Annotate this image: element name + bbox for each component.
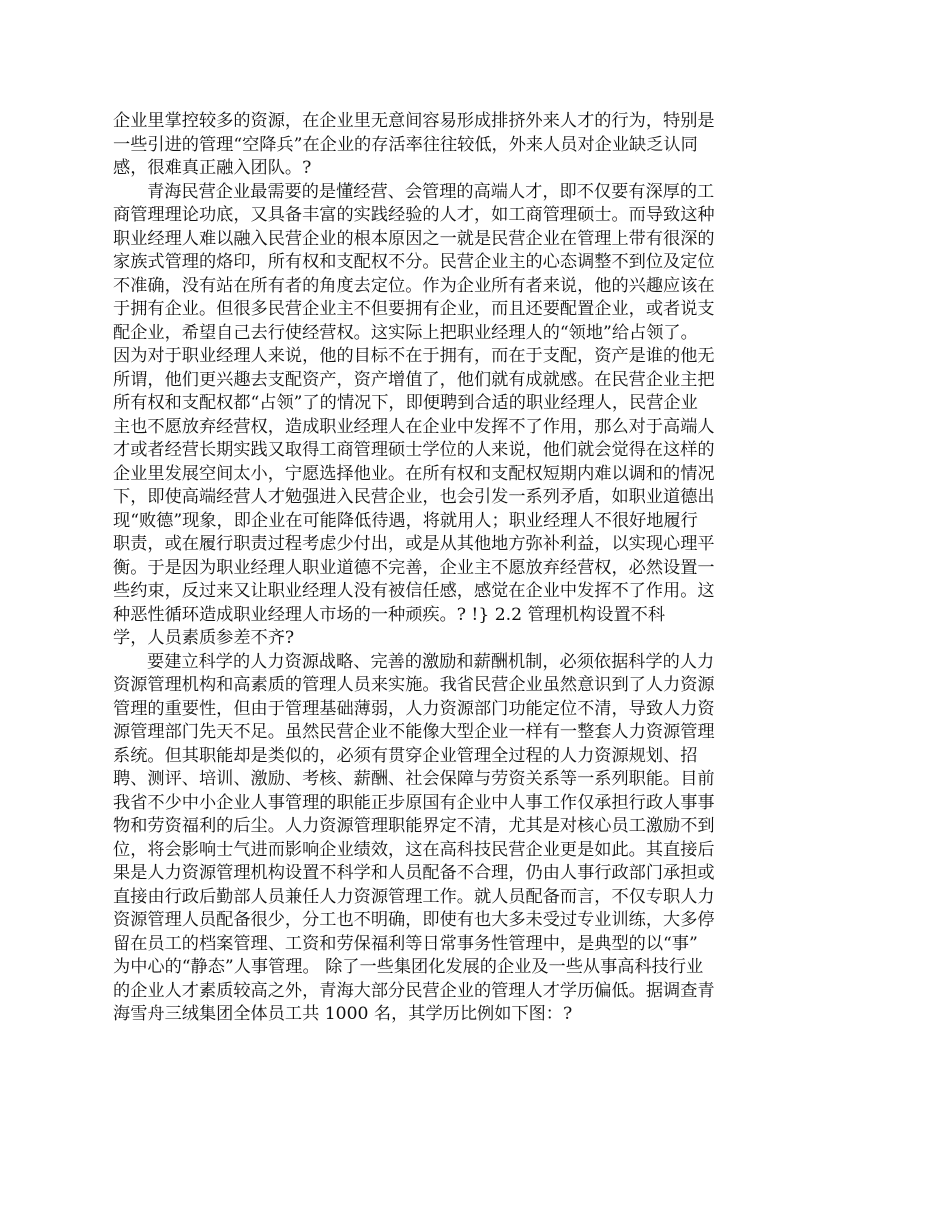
- text-line: 所有权和支配权都“占领”了的情况下，即便聘到合适的职业经理人，民营企业: [113, 393, 698, 413]
- text-line: 不准确，没有站在所有者的角度去定位。作为企业所有者来说，他的兴趣应该在: [113, 275, 715, 296]
- text-line: 物和劳资福利的后尘。人力资源管理职能界定不清，尤其是对核心员工激励不到: [113, 816, 715, 836]
- text-line: 因为对于职业经理人来说，他的目标不在于拥有，而在于支配，资产是谁的他无: [113, 346, 715, 366]
- text-line: 家族式管理的烙印，所有权和支配权不分。民营企业主的心态调整不到位及定位: [113, 252, 715, 272]
- body-text: [113, 110, 768, 1027]
- text-line: 的企业人才素质较高之外，青海大部分民营企业的管理人才学历偏低。据调查青: [113, 980, 715, 1001]
- text-line: 感，很难真正融入团队。?: [113, 158, 312, 178]
- text-line: 位，将会影响士气进而影响企业绩效，这在高科技民营企业更是如此。其直接后: [113, 839, 715, 860]
- text-line: 系统。但其职能却是类似的，必须有贯穿企业管理全过程的人力资源规划、招: [113, 745, 698, 766]
- text-line: 直接由行政后勤部人员兼任人力资源管理工作。就人员配备而言，不仅专职人力: [113, 886, 715, 907]
- text-line: 海雪舟三绒集团全体员工共 1000 名，其学历比例如下图：?: [113, 1004, 573, 1024]
- text-line: 配企业，希望自己去行使经营权。这实际上把职业经理人的“领地”给占领了。: [113, 322, 698, 343]
- text-line: 所谓，他们更兴趣去支配资产，资产增值了，他们就有成就感。在民营企业主把: [113, 369, 715, 390]
- text-line: 留在员工的档案管理、工资和劳保福利等日常事务性管理中，是典型的以“事”: [113, 933, 698, 954]
- text-line: 衡。于是因为职业经理人职业道德不完善，企业主不愿放弃经营权，必然设置一: [113, 557, 715, 578]
- paragraph-start-line: 青海民营企业最需要的是懂经营、会管理的高端人才，即不仅要有深厚的工: [147, 181, 715, 202]
- text-line: 资源管理机构和高素质的管理人员来实施。我省民营企业虽然意识到了人力资源: [113, 675, 715, 695]
- text-line: 源管理部门先天不足。虽然民营企业不能像大型企业一样有一整套人力资源管理: [113, 722, 715, 742]
- text-line: 我省不少中小企业人事管理的职能正步原国有企业中人事工作仅承担行政人事事: [113, 792, 715, 813]
- text-line: 学，人员素质参差不齐?: [113, 628, 295, 648]
- text-line: 现“败德”现象，即企业在可能降低待遇，将就用人；职业经理人不很好地履行: [113, 510, 698, 531]
- text-line: 商管理理论功底，又具备丰富的实践经验的人才，如工商管理硕士。而导致这种: [113, 205, 715, 225]
- text-line: 一些引进的管理“空降兵”在企业的存活率往往较低，外来人员对企业缺乏认同: [113, 134, 698, 155]
- text-line: 种恶性循环造成职业经理人市场的一种顽疾。? !} 2.2 管理机构设置不科: [113, 604, 666, 625]
- text-line: 企业里掌控较多的资源，在企业里无意间容易形成排挤外来人才的行为，特别是: [113, 111, 715, 131]
- text-line: 果是人力资源管理机构设置不科学和人员配备不合理，仍由人事行政部门承担或: [113, 863, 715, 883]
- text-line: 职责，或在履行职责过程考虑少付出，或是从其他地方弥补利益，以实现心理平: [113, 534, 715, 554]
- text-line: 聘、测评、培训、激励、考核、薪酬、社会保障与劳资关系等一系列职能。目前: [113, 769, 715, 789]
- text-line: 下，即使高端经营人才勉强进入民营企业，也会引发一系列矛盾，如职业道德出: [113, 487, 715, 507]
- text-line: 才或者经营长期实践又取得工商管理硕士学位的人来说，他们就会觉得在这样的: [113, 440, 715, 460]
- text-line: 些约束，反过来又让职业经理人没有被信任感，感觉在企业中发挥不了作用。这: [113, 581, 715, 601]
- text-line: 管理的重要性，但由于管理基础薄弱，人力资源部门功能定位不清，导致人力资: [113, 698, 715, 719]
- text-line: 企业里发展空间太小，宁愿选择他业。在所有权和支配权短期内难以调和的情况: [113, 463, 715, 484]
- text-line: 资源管理人员配备很少，分工也不明确，即使有也大多未受过专业训练，大多停: [113, 910, 715, 930]
- text-line: 于拥有企业。但很多民营企业主不但要拥有企业，而且还要配置企业，或者说支: [113, 299, 715, 319]
- paragraph-start-line: 要建立科学的人力资源战略、完善的激励和薪酬机制，必须依据科学的人力: [147, 651, 715, 672]
- text-line: 为中心的“静态”人事管理。 除了一些集团化发展的企业及一些从事高科技行业: [113, 957, 704, 977]
- text-line: 职业经理人难以融入民营企业的根本原因之一就是民营企业在管理上带有很深的: [113, 228, 715, 249]
- text-line: 主也不愿放弃经营权，造成职业经理人在企业中发挥不了作用，那么对于高端人: [113, 416, 715, 437]
